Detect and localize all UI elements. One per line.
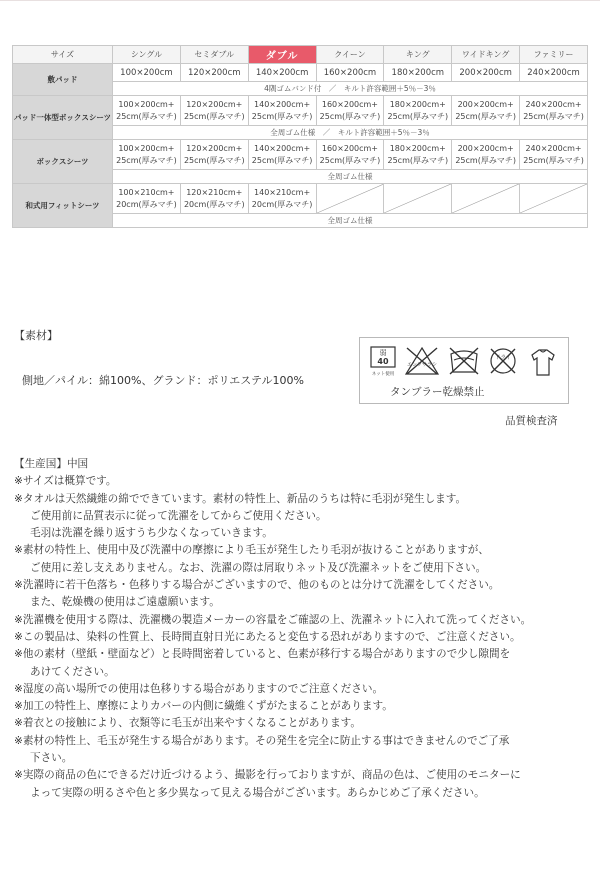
- size-cell-line: 25cm(厚みマチ): [116, 111, 177, 121]
- size-cell: [520, 64, 588, 82]
- size-cell-line: 160×200cm+: [321, 143, 379, 153]
- size-cell-line: 20cm(厚みマチ): [116, 199, 177, 209]
- size-cell-line: 240×200cm: [527, 67, 580, 78]
- size-cell-line: 25cm(厚みマチ): [116, 155, 177, 165]
- size-cell-line: 120×210cm+: [186, 187, 243, 197]
- size-cell-line: 25cm(厚みマチ): [251, 111, 313, 121]
- size-cell-line: 120×200cm+: [186, 143, 243, 153]
- size-cell-line: 25cm(厚みマチ): [455, 111, 516, 121]
- size-cell-line: 140×200cm+: [254, 99, 311, 109]
- size-cell-line: 100×200cm+: [118, 143, 175, 153]
- note-line: 毛羽は洗濯を繰り返すうち少なくなっていきます。: [30, 527, 273, 540]
- not-available-cell: [520, 184, 588, 214]
- row-note: 4隅ゴムバンド付 ／ キルト許容範囲＋5％－3％: [113, 82, 588, 96]
- size-cell: [113, 64, 181, 82]
- note-line: ※この製品は、染料の性質上、長時間直射日光にあたると変色する恐れがありますので、ご注意ください。: [14, 630, 521, 643]
- washing-machine-icon: [370, 346, 396, 382]
- row-label: 敷パッド: [13, 64, 113, 96]
- table-header-row: [13, 46, 588, 64]
- note-line: ※サイズは概算です。: [14, 475, 117, 488]
- note-line: ※他の素材（壁紙・壁面など）と長時間密着していると、色素が移行する場合がありますので少し隙間を: [14, 648, 511, 661]
- size-cell: [384, 64, 452, 82]
- table-row: [13, 96, 588, 126]
- size-cell-line: 120×200cm+: [186, 99, 243, 109]
- size-cell: [316, 64, 384, 82]
- header-size-5: キング: [384, 46, 452, 64]
- dry-text: ドライ: [494, 355, 512, 361]
- note-line: よって実際の明るさや色と多少異なって見える場合がございます。あらかじめご了承ください。: [30, 786, 485, 799]
- size-cell-line: 140×200cm+: [254, 143, 311, 153]
- notes-section: [14, 456, 594, 802]
- size-spec-table: [12, 45, 588, 228]
- size-cell: [113, 184, 181, 214]
- size-cell: [180, 96, 248, 126]
- no-bleach-icon: [404, 346, 440, 380]
- size-cell-line: 200×200cm+: [457, 99, 514, 109]
- note-line: ※洗濯機を使用する際は、洗濯機の製造メーカーの容量をご確認の上、洗濯ネットに入れて洗ってください。: [14, 613, 532, 626]
- row-note: 全周ゴム仕様 ／ キルト許容範囲＋5％－3％: [113, 126, 588, 140]
- not-available-cell: [384, 184, 452, 214]
- size-cell-line: 25cm(厚みマチ): [523, 155, 584, 165]
- size-cell: [248, 184, 316, 214]
- no-tumble-dry-icon: [448, 346, 480, 380]
- care-label-text: タンブラー乾燥禁止: [390, 386, 485, 398]
- size-cell-line: 200×200cm+: [457, 143, 514, 153]
- material-title: 【素材】: [14, 329, 58, 342]
- note-line: ご使用前に品質表示に従って洗濯をしてからご使用ください。: [30, 509, 327, 522]
- size-cell-line: 100×210cm+: [118, 187, 175, 197]
- header-size-1: シングル: [113, 46, 181, 64]
- size-cell: [113, 140, 181, 170]
- note-line: 下さい。: [30, 752, 73, 765]
- size-cell-line: 180×200cm: [391, 67, 445, 78]
- size-cell-line: 25cm(厚みマチ): [183, 155, 245, 165]
- size-cell-line: 25cm(厚みマチ): [319, 155, 381, 165]
- size-cell: [520, 140, 588, 170]
- material-text: 側地／パイル：綿100%、グランド：ポリエステル100%: [22, 374, 304, 387]
- size-cell: [248, 140, 316, 170]
- not-available-cell: [452, 184, 520, 214]
- size-cell-line: 25cm(厚みマチ): [523, 111, 584, 121]
- note-line: ご使用に差し支えありません。なお、洗濯の際は屑取りネット及び洗濯ネットをご使用下さい。: [30, 561, 487, 574]
- size-cell: [520, 96, 588, 126]
- size-cell-line: 140×210cm+: [254, 187, 311, 197]
- size-cell-line: 20cm(厚みマチ): [251, 199, 313, 209]
- size-cell-line: 25cm(厚みマチ): [319, 111, 381, 121]
- quality-check-text: 品質検査済: [505, 415, 558, 427]
- header-size-label: サイズ: [13, 46, 113, 64]
- note-line: ※洗濯時に若干色落ち・色移りする場合がございますので、他のものとは分けて洗濯をしてください。: [14, 579, 500, 592]
- size-cell-line: 120×200cm: [188, 67, 241, 78]
- header-size-3: ダブル: [248, 46, 316, 64]
- no-dry-clean-icon: [488, 346, 518, 380]
- size-cell-line: 160×200cm+: [321, 99, 379, 109]
- note-line: ※着衣との接触により、衣類等に毛玉が出来やすくなることがあります。: [14, 717, 362, 730]
- care-label-box: [359, 337, 569, 404]
- row-note: 全周ゴム仕様: [113, 170, 588, 184]
- header-size-6: ワイドキング: [452, 46, 520, 64]
- size-cell: [452, 140, 520, 170]
- wash-temp-text: 40: [377, 357, 389, 366]
- size-cell-line: 160×200cm: [323, 67, 377, 78]
- size-cell-line: 25cm(厚みマチ): [183, 111, 245, 121]
- row-label: ボックスシーツ: [13, 140, 113, 184]
- not-available-cell: [316, 184, 384, 214]
- row-label: 和式用フィットシーツ: [13, 184, 113, 228]
- wash-net-text: ネット使用: [371, 372, 395, 377]
- size-cell: [384, 96, 452, 126]
- size-cell-line: 240×200cm+: [525, 99, 582, 109]
- header-size-2: セミダブル: [180, 46, 248, 64]
- size-cell: [248, 64, 316, 82]
- top-divider: [0, 0, 600, 1]
- note-line: あけてください。: [30, 665, 115, 678]
- origin-line: 【生産国】中国: [14, 458, 89, 470]
- table-row: [13, 184, 588, 214]
- note-line: ※素材の特性上、使用中及び洗濯中の摩擦により毛玉が発生したり毛羽が抜けることがありますが、: [14, 544, 489, 557]
- size-cell-line: 25cm(厚みマチ): [387, 111, 449, 121]
- size-cell-line: 25cm(厚みマチ): [455, 155, 516, 165]
- size-cell: [452, 96, 520, 126]
- row-label: パッド一体型ボックスシーツ: [13, 96, 113, 140]
- wash-strength-text: 弱: [379, 349, 387, 357]
- note-line: ※実際の商品の色にできるだけ近づけるよう、撮影を行っておりますが、商品の色は、ご使用のモニターに: [14, 769, 521, 782]
- note-line: ※加工の特性上、摩擦によりカバーの内側に繊維くずがたまることがあります。: [14, 700, 393, 713]
- bleach-text: エンソサラシ: [406, 362, 438, 368]
- size-cell-line: 180×200cm+: [389, 99, 446, 109]
- note-line: また、乾燥機の使用はご遠慮願います。: [30, 596, 220, 609]
- size-cell: [180, 64, 248, 82]
- size-cell-line: 140×200cm: [255, 67, 309, 78]
- note-line: ※素材の特性上、毛玉が発生する場合があります。その発生を完全に防止する事はできませんのでご了承: [14, 734, 510, 747]
- hang-dry-icon: [528, 346, 558, 382]
- size-cell-line: 200×200cm: [459, 67, 512, 78]
- size-cell: [452, 64, 520, 82]
- header-size-4: クイーン: [316, 46, 384, 64]
- size-cell: [316, 96, 384, 126]
- size-cell: [316, 140, 384, 170]
- size-cell-line: 100×200cm: [120, 67, 173, 78]
- size-cell: [180, 140, 248, 170]
- note-line: ※タオルは天然繊維の綿でできています。素材の特性上、新品のうちは特に毛羽が発生します。: [14, 492, 467, 505]
- size-cell-line: 20cm(厚みマチ): [183, 199, 245, 209]
- size-cell-line: 25cm(厚みマチ): [387, 155, 449, 165]
- table-row: [13, 140, 588, 170]
- note-line: ※湿度の高い場所での使用は色移りする場合がありますのでご注意ください。: [14, 682, 384, 695]
- size-cell: [180, 184, 248, 214]
- header-size-7: ファミリー: [520, 46, 588, 64]
- row-note: 全周ゴム仕様: [113, 214, 588, 228]
- size-cell-line: 100×200cm+: [118, 99, 175, 109]
- size-cell: [384, 140, 452, 170]
- size-cell: [113, 96, 181, 126]
- size-cell-line: 240×200cm+: [525, 143, 582, 153]
- size-cell: [248, 96, 316, 126]
- table-row: [13, 64, 588, 82]
- size-cell-line: 180×200cm+: [389, 143, 446, 153]
- size-cell-line: 25cm(厚みマチ): [251, 155, 313, 165]
